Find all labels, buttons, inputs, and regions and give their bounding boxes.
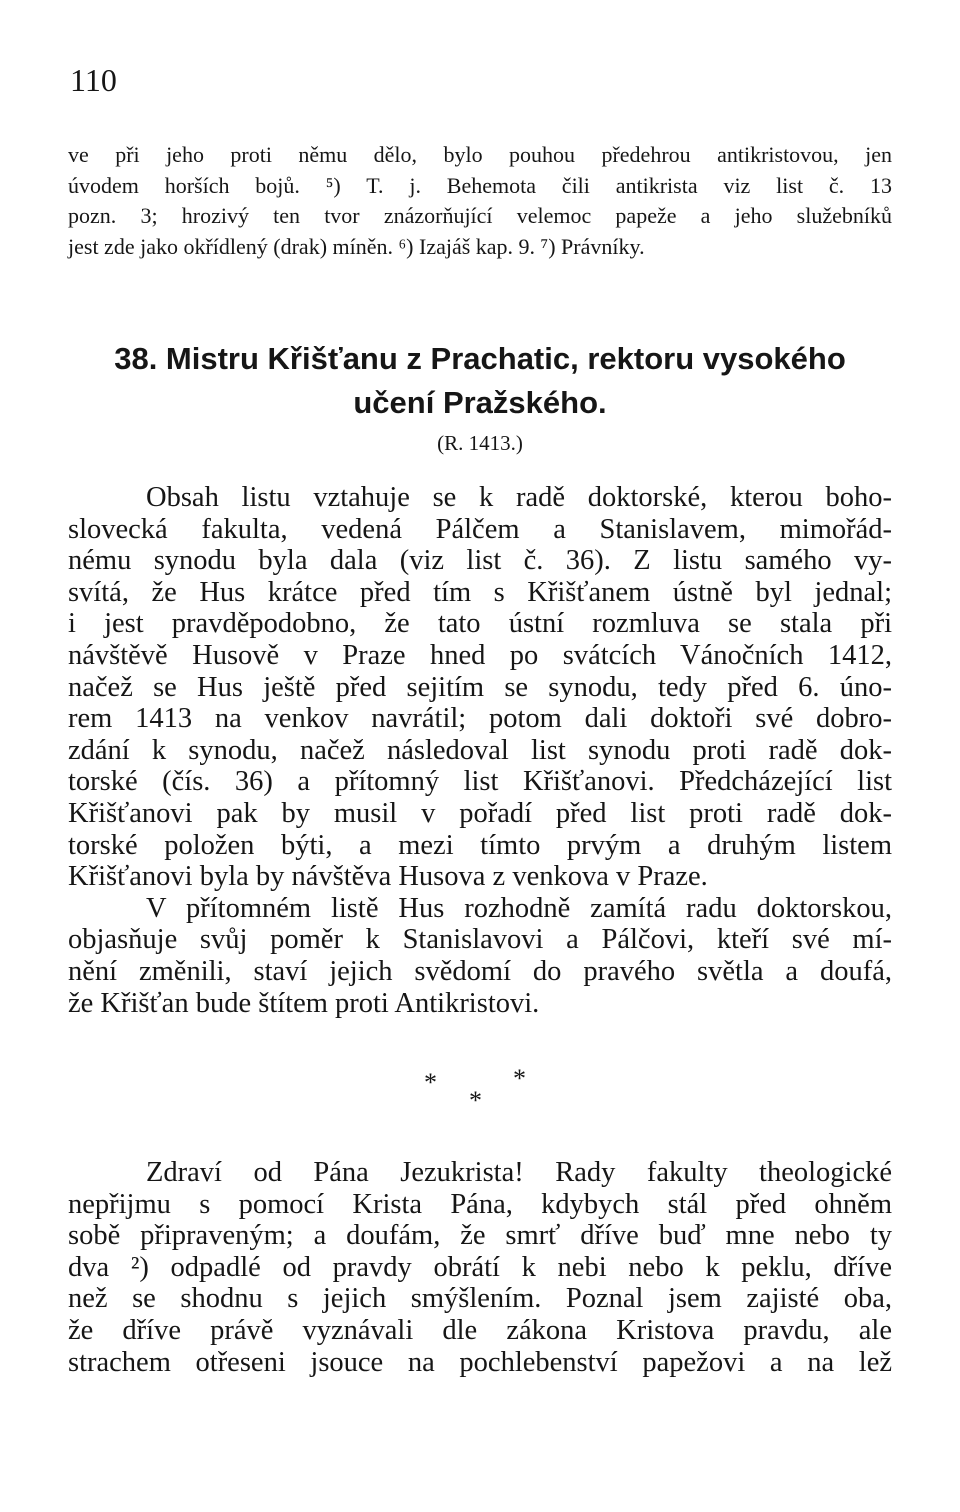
summary-line: svítá, že Hus krátce před tím s Křišťanem ústně byl jednal; bbox=[68, 576, 892, 608]
footnote-line: úvodem horších bojů. ⁵) T. j. Behemota čili antikrista viz list č. 13 bbox=[68, 172, 892, 198]
footnote-line: pozn. 3; hrozivý ten tvor znázorňující velemoc papeže a jeho služebníků bbox=[68, 203, 892, 228]
letter-line: strachem otřeseni jsouce na pochlebenství papežovi a na lež bbox=[68, 1346, 892, 1378]
letter-line: sobě připraveným; a doufám, že smrť dříve buď mne nebo ty bbox=[68, 1220, 892, 1252]
summary-line: V přítomném listě Hus rozhodně zamítá radu doktorskou, bbox=[146, 892, 892, 924]
letter-heading: 38. Mistru Křišťanu z Prachatic, rektoru vysokého bbox=[114, 341, 846, 376]
asterism-separator bbox=[400, 1064, 560, 1128]
footnotes bbox=[68, 140, 892, 262]
summary-line: načež se Hus ještě před sejitím se synodu, tedy před 6. úno- bbox=[68, 671, 892, 703]
summary-line: nému synodu byla dala (viz list č. 36). Z listu samého vy- bbox=[68, 545, 892, 577]
summary-line: Křišťanovi byla by návštěva Husova z venkova v Praze. bbox=[68, 861, 708, 893]
letter-date: (R. 1413.) bbox=[437, 431, 523, 455]
summary-paragraph bbox=[68, 482, 892, 1019]
summary-line: torské (čís. 36) a přítomný list Křišťanovi. Předcházející list bbox=[68, 766, 892, 798]
asterisk: * bbox=[469, 1086, 482, 1115]
summary-line: že Křišťan bude štítem proti Antikristovi. bbox=[68, 987, 540, 1019]
summary-line: nění změnili, staví jejich svědomí do pravého světla a doufá, bbox=[68, 955, 892, 987]
asterisk: * bbox=[513, 1064, 526, 1093]
summary-line: rem 1413 na venkov navrátil; potom dali doktoři své dobro- bbox=[68, 703, 892, 735]
summary-line: zdání k synodu, načež následoval list synodu proti radě dok- bbox=[68, 734, 892, 766]
summary-line: slovecká fakulta, vedená Pálčem a Stanislavem, mimořád- bbox=[68, 513, 892, 545]
summary-line: torské položen býti, a mezi tímto prvým a druhým listem bbox=[68, 829, 892, 861]
summary-line: Křišťanovi pak by musil v pořadí před list proti radě dok- bbox=[68, 797, 892, 829]
summary-line: i jest pravděpodobno, že tato ústní rozmluva se stala při bbox=[68, 608, 892, 640]
letter-line: dva ²) odpadlé od pravdy obrátí k nebi nebo k peklu, dříve bbox=[68, 1251, 892, 1283]
letter-heading-continued: učení Pražského. bbox=[353, 385, 607, 420]
summary-line: Obsah listu vztahuje se k radě doktorské, kterou boho- bbox=[146, 482, 892, 513]
letter-line: že dříve právě vyznávali dle zákona Kristova pravdu, ale bbox=[68, 1314, 892, 1346]
summary-line: objasňuje svůj poměr k Stanislavovi a Pálčovi, kteří své mí- bbox=[68, 924, 892, 956]
footnote-line: jest zde jako okřídlený (drak) míněn. ⁶) Izajáš kap. 9. ⁷) Právníky. bbox=[68, 233, 645, 259]
summary-line: návštěvě Husově v Praze hned po svátcích Vánočních 1412, bbox=[68, 639, 892, 671]
letter-line: než se shodnu s jejich smýšlením. Poznal jsem zajisté oba, bbox=[68, 1283, 892, 1315]
letter-text bbox=[68, 1157, 892, 1378]
page-number: 110 bbox=[70, 62, 117, 98]
letter-line: nepřijmu s pomocí Krista Pána, kdybych stál před ohněm bbox=[68, 1188, 892, 1220]
footnote-line: ve při jeho proti němu dělo, bylo pouhou předehrou antikristovou, jen bbox=[68, 142, 892, 167]
letter-line: Zdraví od Pána Jezukrista! Rady fakulty theologické bbox=[146, 1157, 892, 1188]
asterisk: * bbox=[424, 1068, 437, 1097]
